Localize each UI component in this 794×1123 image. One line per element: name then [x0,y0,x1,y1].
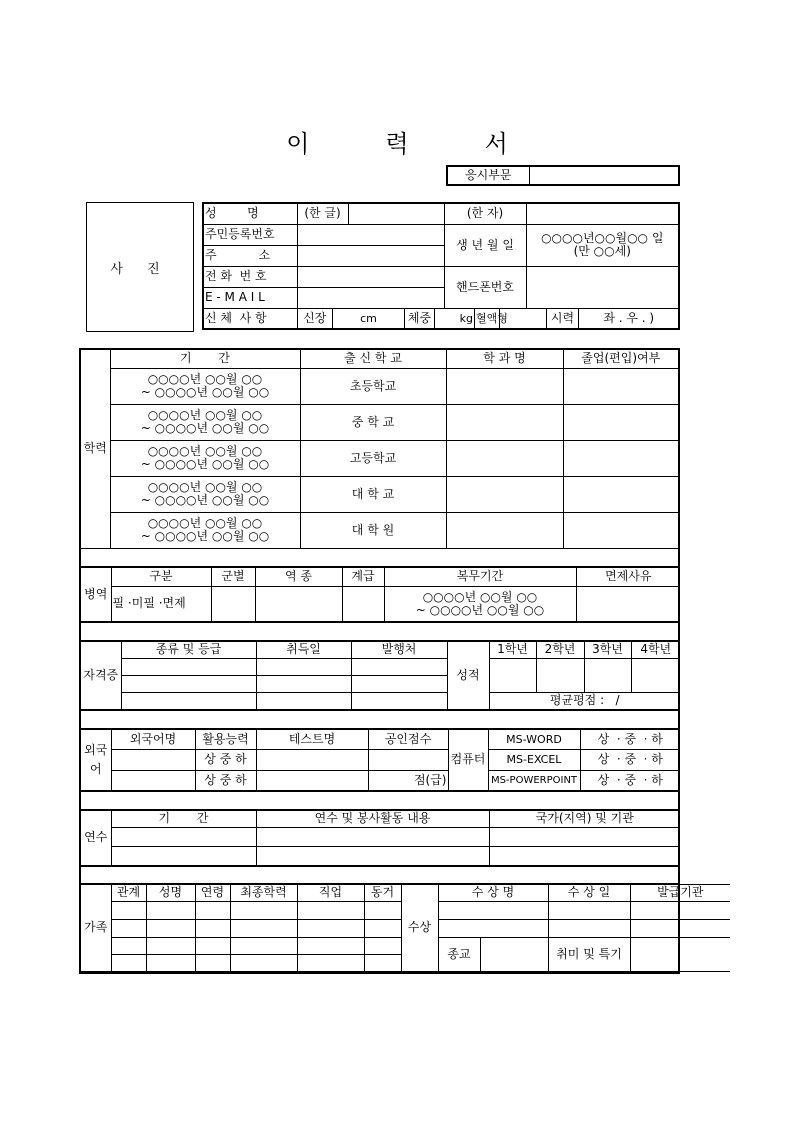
grade-year-2: 2학년 [536,641,584,658]
program-excel-level[interactable]: 상 · 중 · 하 [580,749,680,770]
spacer-row [80,548,679,566]
mobile-field[interactable] [526,266,679,308]
language-header-name: 외국어명 [111,729,195,749]
vision-value[interactable]: 좌 . 우 . ) [579,309,679,328]
name-hanja-field[interactable] [526,203,679,224]
program-excel: MS-EXCEL [488,749,580,770]
body-label: 신 체 사 항 [203,308,297,329]
name-hangul-label: (한 글) [297,203,348,224]
period-end: ~ ○○○○년 ○○월 ○○ [140,493,270,507]
photo-box[interactable] [86,202,194,332]
language-name-field[interactable] [111,770,195,790]
period-end: ~ ○○○○년 ○○월 ○○ [140,421,270,435]
spacer-row [80,866,679,883]
family-header-job: 직업 [297,884,364,901]
spacer-row [80,791,679,809]
training-content-field[interactable] [256,827,489,846]
military-branch-field[interactable] [211,586,255,621]
military-header-period: 복무기간 [384,567,576,586]
training-table [81,810,680,866]
graduation-field[interactable] [563,476,679,512]
school-name: 중 학 교 [300,404,446,440]
period-start: ○○○○년 ○○월 ○○ [147,480,263,494]
phone-label: 전 화 번 호 [203,266,297,287]
family-cell[interactable] [146,919,195,937]
training-period-field[interactable] [111,827,256,846]
military-header-branch: 군별 [211,567,255,586]
family-cell[interactable] [230,937,297,954]
major-field[interactable] [446,440,563,476]
military-rank-field[interactable] [342,586,384,621]
title-char-1: 이 [286,130,310,158]
license-issuer-field[interactable] [351,658,447,675]
school-name: 고등학교 [300,440,446,476]
license-issuer-field[interactable] [351,675,447,692]
grade-year-4-field[interactable] [631,658,680,692]
family-cell[interactable] [195,937,230,954]
education-period[interactable] [110,512,300,548]
award-date-field[interactable] [548,901,630,919]
phone-field[interactable] [297,266,444,287]
military-exemption-field[interactable] [576,586,680,621]
family-cell[interactable] [146,901,195,919]
training-institution-field[interactable] [489,846,680,865]
apply-section-field[interactable] [529,166,679,185]
personal-info-table [202,202,680,330]
family-cell[interactable] [230,901,297,919]
language-ability-level[interactable]: 상 중 하 [195,770,256,790]
weight-label: 체중 [405,309,435,328]
spacer-row [80,710,679,728]
program-powerpoint-level[interactable]: 상 · 중 · 하 [580,770,680,790]
military-period-field[interactable] [384,586,576,621]
vision-label: 시력 [547,309,579,328]
family-cell[interactable] [111,954,146,971]
training-side-label: 연수 [81,810,111,865]
family-cell[interactable] [364,954,401,971]
family-cell[interactable] [364,937,401,954]
graduation-field[interactable] [563,404,679,440]
military-status[interactable]: 필 ·미필 ·면제 [111,586,211,621]
license-header-date: 취득일 [256,641,351,658]
period-end: ~ ○○○○년 ○○월 ○○ [140,457,270,471]
program-word-level[interactable]: 상 · 중 · 하 [580,729,680,749]
email-field[interactable] [297,287,444,308]
spacer-row [80,622,679,640]
family-cell[interactable] [195,954,230,971]
hobby-field[interactable] [630,937,730,971]
height-unit[interactable]: cm [333,309,405,328]
major-field[interactable] [446,512,563,548]
language-test-field[interactable] [256,749,368,770]
mobile-label: 핸드폰번호 [444,266,526,308]
military-side-label: 병역 [81,567,111,621]
period-start: ○○○○년 ○○월 ○○ [147,372,263,386]
name-hangul-field[interactable] [348,203,444,224]
award-side-label: 수상 [401,884,438,971]
training-content-field[interactable] [256,846,489,865]
license-header-type: 종류 및 등급 [121,641,256,658]
name-label: 성 명 [203,203,297,224]
training-section [80,809,679,866]
photo-label: 사 진 [110,261,170,277]
military-header-rank: 계급 [342,567,384,586]
language-section [80,728,679,791]
award-header-issuer: 발급기관 [630,884,730,901]
height-label: 신장 [298,309,333,328]
apply-section-label: 응시부문 [447,166,529,185]
main-form-table [79,348,704,974]
language-header-score: 공인점수 [368,729,448,749]
family-section [80,883,704,973]
major-field[interactable] [446,404,563,440]
military-header-exemption: 면제사유 [576,567,680,586]
family-cell[interactable] [146,937,195,954]
address-field[interactable] [297,245,444,266]
program-powerpoint: MS-POWERPOINT [488,770,580,790]
training-header-institution: 국가(지역) 및 기관 [489,810,680,827]
military-category-field[interactable] [255,586,342,621]
education-period[interactable] [110,404,300,440]
grade-year-3: 3학년 [584,641,631,658]
award-header-date: 수 상 일 [548,884,630,901]
family-cell[interactable] [111,937,146,954]
body-subtable [298,309,679,328]
school-name: 대 학 교 [300,476,446,512]
graduation-field[interactable] [563,512,679,548]
education-header-graduation: 졸업(편입)여부 [563,349,679,368]
training-institution-field[interactable] [489,827,680,846]
license-type-field[interactable] [121,658,256,675]
language-name-field[interactable] [111,749,195,770]
language-score-suffix[interactable]: 점(급) [368,770,448,790]
family-header-cohabit: 동거 [364,884,401,901]
license-header-issuer: 발행처 [351,641,447,658]
school-name: 초등학교 [300,368,446,404]
grades-side-label: 성적 [447,641,489,709]
family-cell[interactable] [195,919,230,937]
period-end: ~ ○○○○년 ○○월 ○○ [140,385,270,399]
document-title [0,124,794,159]
religion-field[interactable] [480,937,548,971]
license-date-field[interactable] [256,675,351,692]
training-period-field[interactable] [111,846,256,865]
family-header-name: 성명 [146,884,195,901]
family-cell[interactable] [297,937,364,954]
language-header-ability: 활용능력 [195,729,256,749]
military-section [80,566,679,622]
graduation-field[interactable] [563,440,679,476]
award-name-field[interactable] [438,901,548,919]
license-type-field[interactable] [121,675,256,692]
period-end: ~ ○○○○년 ○○월 ○○ [415,602,545,617]
license-date-field[interactable] [256,658,351,675]
address-label: 주 소 [203,245,297,266]
training-header-content: 연수 및 봉사활동 내용 [256,810,489,827]
military-header-category: 역 종 [255,567,342,586]
license-side-label: 자격증 [81,641,121,709]
graduation-field[interactable] [563,368,679,404]
rrn-label: 주민등록번호 [203,224,297,245]
email-label: E - M A I L [203,287,297,308]
name-hanja-label: (한 자) [444,203,526,224]
language-side-label: 외국어 [81,729,111,790]
birth-field[interactable] [526,224,679,266]
grade-year-3-field[interactable] [584,658,631,692]
language-score-field[interactable] [368,749,448,770]
family-table [81,884,730,972]
program-word: MS-WORD [488,729,580,749]
education-period[interactable] [110,476,300,512]
award-issuer-field[interactable] [630,919,730,937]
period-start: ○○○○년 ○○월 ○○ [147,444,263,458]
rrn-field[interactable] [297,224,444,245]
school-name: 대 학 원 [300,512,446,548]
blood-label: 혈액형 [475,309,500,328]
education-side-label: 학력 [80,349,110,548]
family-header-education: 최종학력 [230,884,297,901]
family-cell[interactable] [364,919,401,937]
training-header-period: 기 간 [111,810,256,827]
religion-label: 종교 [438,937,480,971]
military-table [81,567,680,622]
apply-section-table [446,165,680,186]
family-cell[interactable] [297,919,364,937]
period-start: ○○○○년 ○○월 ○○ [422,589,538,604]
period-end: ~ ○○○○년 ○○월 ○○ [140,529,270,543]
award-date-field[interactable] [548,919,630,937]
award-issuer-field[interactable] [630,901,730,919]
family-side-label: 가족 [81,884,111,971]
education-header-period: 기 간 [110,349,300,368]
license-issuer-field[interactable] [351,692,447,709]
language-test-field[interactable] [256,770,368,790]
grade-year-1: 1학년 [489,641,536,658]
family-cell[interactable] [230,919,297,937]
family-header-relation: 관계 [111,884,146,901]
license-date-field[interactable] [256,692,351,709]
family-cell[interactable] [297,954,364,971]
award-header-name: 수 상 명 [438,884,548,901]
birth-age-value: (만 ○○세) [573,244,631,258]
title-char-2: 력 [385,130,409,158]
family-cell[interactable] [364,901,401,919]
grade-year-1-field[interactable] [489,658,536,692]
family-header-age: 연령 [195,884,230,901]
period-start: ○○○○년 ○○월 ○○ [147,516,263,530]
family-cell[interactable] [111,901,146,919]
gpa-label[interactable]: 평균평점 : / [489,692,680,709]
military-header-type: 구분 [111,567,211,586]
language-header-test: 테스트명 [256,729,368,749]
period-start: ○○○○년 ○○월 ○○ [147,408,263,422]
language-ability-level[interactable]: 상 중 하 [195,749,256,770]
family-cell[interactable] [111,919,146,937]
weight-unit[interactable]: kg [435,309,475,328]
family-cell[interactable] [146,954,195,971]
award-name-field[interactable] [438,919,548,937]
license-section [80,640,679,710]
family-cell[interactable] [230,954,297,971]
major-field[interactable] [446,368,563,404]
education-header-school: 출 신 학 교 [300,349,446,368]
title-char-3: 서 [484,130,508,158]
family-cell[interactable] [195,901,230,919]
grade-year-4: 4학년 [631,641,680,658]
birth-date-value: ○○○○년○○월○○ 일 [541,231,664,245]
education-period[interactable] [110,368,300,404]
license-type-field[interactable] [121,692,256,709]
body-row [297,308,679,329]
grade-year-2-field[interactable] [536,658,584,692]
education-period[interactable] [110,440,300,476]
birth-label: 생 년 월 일 [444,224,526,266]
major-field[interactable] [446,476,563,512]
language-table [81,729,680,791]
family-cell[interactable] [297,901,364,919]
education-header-major: 학 과 명 [446,349,563,368]
computer-label: 컴퓨터 [448,729,488,790]
license-table [81,641,680,710]
hobby-label: 취미 및 특기 [548,937,630,971]
